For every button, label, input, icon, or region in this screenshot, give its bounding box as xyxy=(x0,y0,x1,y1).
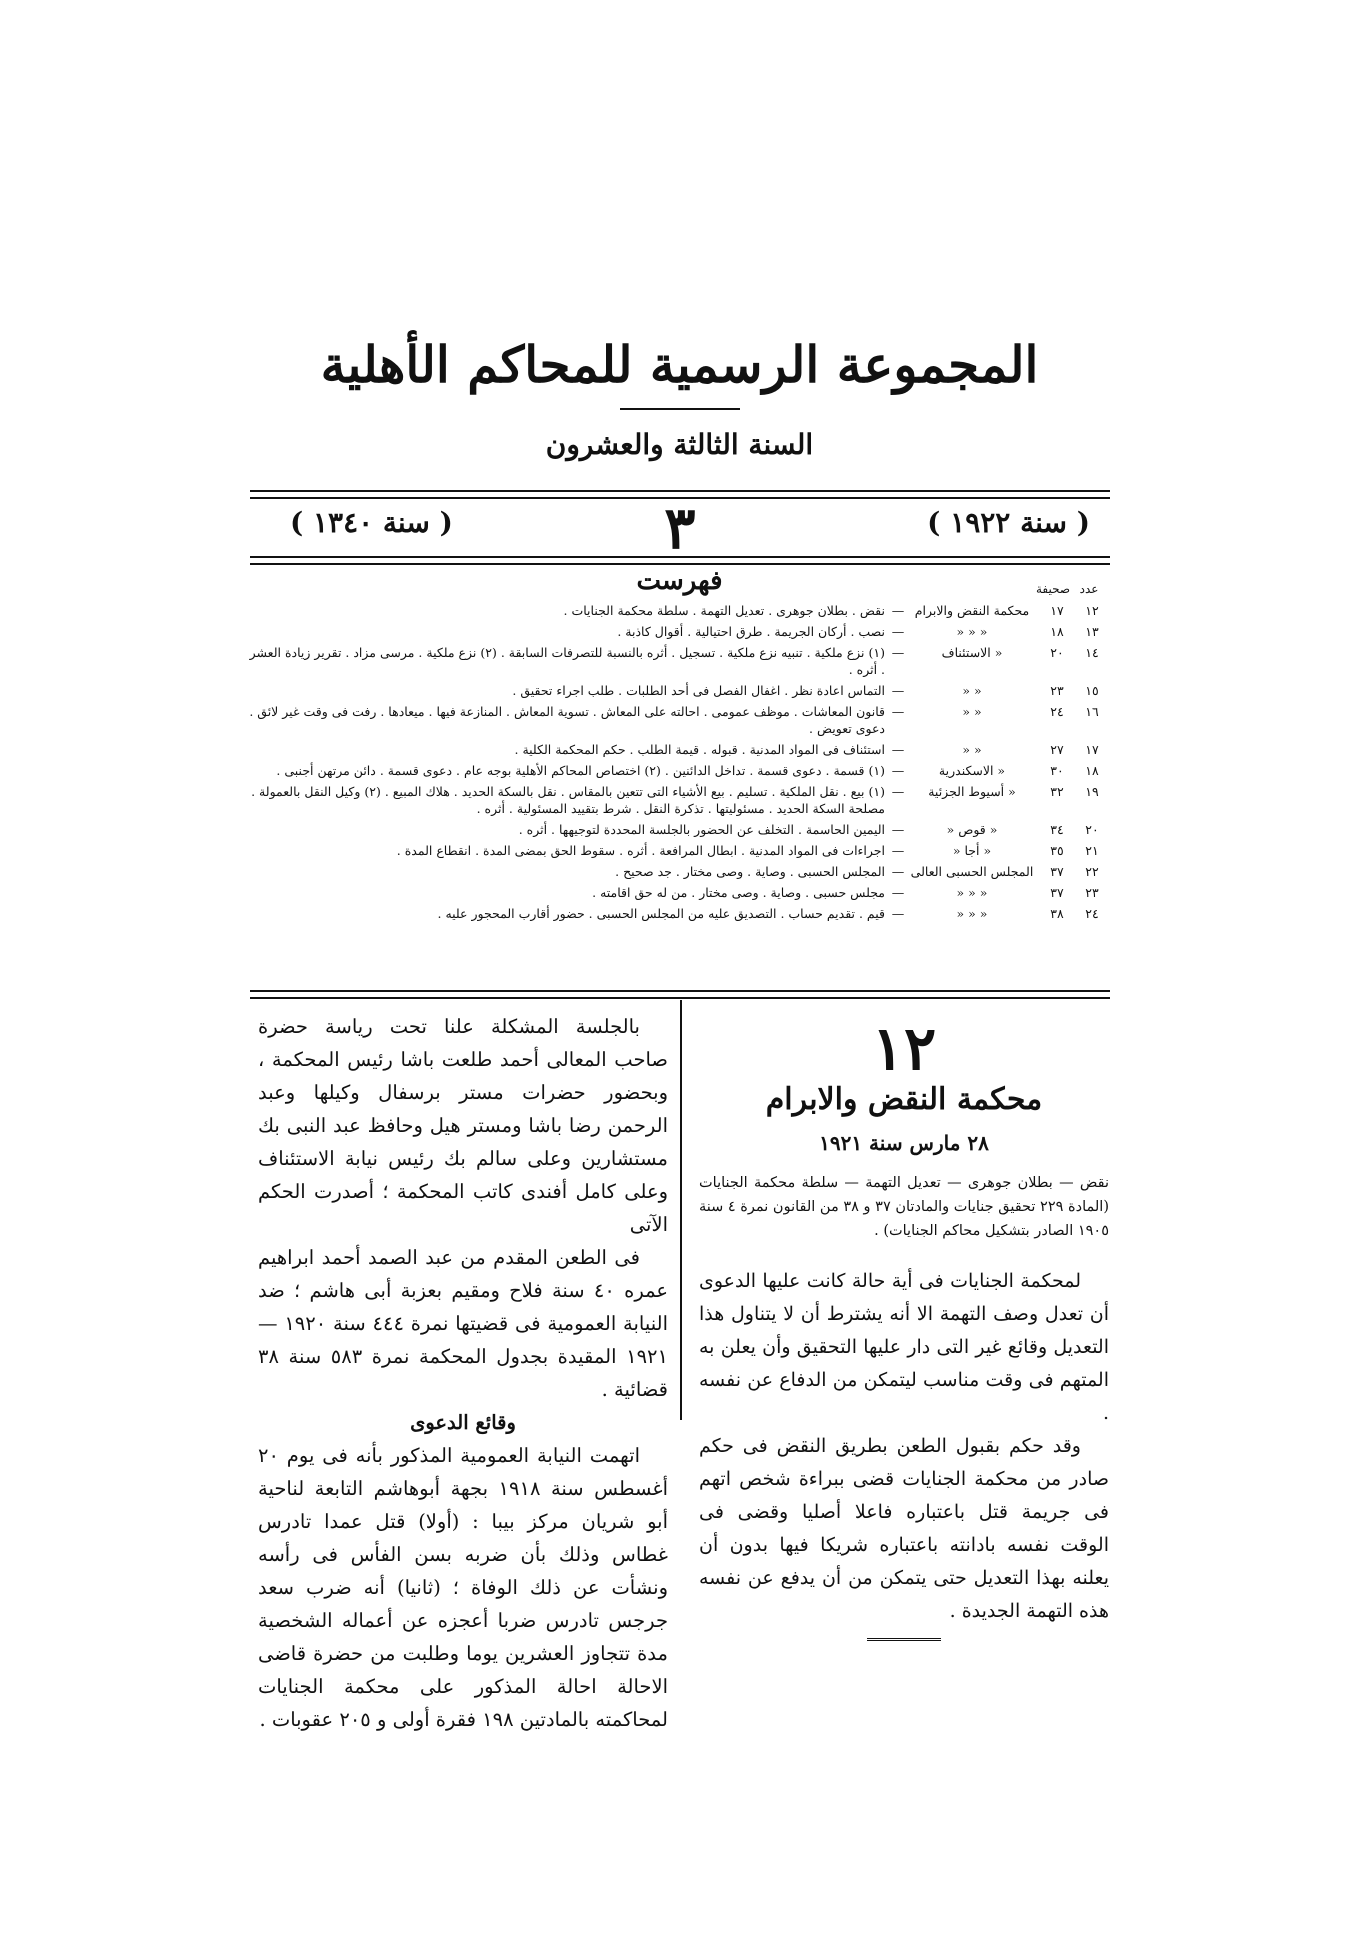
index-entry-number: ٢٢ xyxy=(1085,864,1099,879)
index-entry-dash: — xyxy=(891,624,905,639)
case-date: ٢٨ مارس سنة ١٩٢١ xyxy=(819,1131,989,1155)
index-entry-page: ٣٨ xyxy=(1050,906,1064,921)
index-entry-summary: قانون المعاشات . موظف عمومى . احالته على المعاش . تسوية المعاش . المنازعة فيها . ميعادها . رفت فى وقت غير لائق . دعوى تعويض . xyxy=(249,704,885,736)
index-row xyxy=(247,600,1107,621)
index-entry-page: ٣٧ xyxy=(1050,885,1064,900)
index-entry-court: « أسيوط الجزئية xyxy=(928,784,1016,799)
index-entry-number: ٢٣ xyxy=(1085,885,1099,900)
year-gregorian: ( سنة ١٩٢٢ ) xyxy=(927,506,1090,539)
index-entry-dash: — xyxy=(891,906,905,921)
index-row xyxy=(247,840,1107,861)
case-principles xyxy=(699,1265,1109,1628)
index-row xyxy=(247,642,1107,680)
index-entry-court: « « xyxy=(962,742,982,757)
index-entry-number: ٢٤ xyxy=(1085,906,1099,921)
index-row xyxy=(247,739,1107,760)
index-row xyxy=(247,680,1107,701)
index-entry-dash: — xyxy=(891,645,905,660)
index-entry-page: ٢٤ xyxy=(1050,704,1064,719)
index-row xyxy=(247,760,1107,781)
index-entry-page: ٣٥ xyxy=(1050,843,1064,858)
index-entry-court: « الاسكندرية xyxy=(938,763,1006,778)
index-header xyxy=(1027,582,1107,596)
facts-heading: وقائع الدعوى xyxy=(410,1411,516,1434)
index-entry-dash: — xyxy=(891,864,905,879)
index-entry-page: ٣٧ xyxy=(1050,864,1064,879)
index-col-page: صحيفة xyxy=(1035,582,1071,596)
index-row xyxy=(247,701,1107,739)
session-column xyxy=(258,1010,668,1736)
index-col-number: عدد xyxy=(1079,582,1099,596)
index-entry-number: ١٦ xyxy=(1085,704,1099,719)
index-entry-summary: (١) نزع ملكية . تنبيه نزع ملكية . تسجيل . أثره بالنسبة للتصرفات السابقة . (٢) نزع ملكية . مرسى مزاد . تقرير زيادة العشر . أثره . xyxy=(249,645,885,677)
index-rule-bottom xyxy=(250,990,1110,999)
index-entry-number: ١٨ xyxy=(1085,763,1099,778)
case-column xyxy=(699,1010,1109,1641)
index-entry-summary: نقض . بطلان جوهرى . تعديل التهمة . سلطة محكمة الجنايات . xyxy=(563,603,885,618)
journal-year-volume: السنة الثالثة والعشرون xyxy=(545,428,814,461)
year-hijri: ( سنة ١٣٤٠ ) xyxy=(290,506,453,539)
appeal-paragraph: فى الطعن المقدم من عبد الصمد أحمد ابراهيم عمره ٤٠ سنة فلاح ومقيم بعزبة أبى هاشم ؛ ضد النيابة العمومية فى قضيتها نمرة ٤٤٤ سنة ١٩٢٠ — ١٩٢١ المقيدة بجدول المحكمة نمرة ٥٨٣ سنة ٣٨ قضائية . xyxy=(258,1246,668,1401)
index-row xyxy=(247,621,1107,642)
index-entry-court: « أجا « xyxy=(952,843,992,858)
index-entry-number: ١٥ xyxy=(1085,683,1099,698)
index-entry-number: ٢٠ xyxy=(1085,822,1099,837)
index-entry-court: « « xyxy=(962,683,982,698)
index-entry-page: ٢٣ xyxy=(1050,683,1064,698)
index-entry-court: محكمة النقض والابرام xyxy=(914,603,1030,618)
index-entry-number: ١٣ xyxy=(1085,624,1099,639)
index-title: فهرست xyxy=(636,566,723,596)
index-entry-dash: — xyxy=(891,822,905,837)
index-entry-summary: اجراءات فى المواد المدنية . ابطال المرافعة . أثره . سقوط الحق بمضى المدة . انقطاع المدة . xyxy=(396,843,885,858)
index-entry-summary: قيم . تقديم حساب . التصديق عليه من المجلس الحسبى . حضور أقارب المحجور عليه . xyxy=(437,906,885,921)
index-entry-court: « « « xyxy=(956,624,988,639)
index-entry-number: ١٤ xyxy=(1085,645,1099,660)
masthead-rule-bottom xyxy=(250,556,1110,565)
index-entry-dash: — xyxy=(891,683,905,698)
index-table xyxy=(247,600,1107,924)
principle-paragraph: لمحكمة الجنايات فى أية حالة كانت عليها الدعوى أن تعدل وصف التهمة الا أنه يشترط أن لا يتناول هذا التعديل وقائع غير التى دار عليها التحقيق وأن يعلن به المتهم فى وقت مناسب ليتمكن من الدفاع عن نفسه . xyxy=(699,1270,1109,1424)
index-entry-page: ١٨ xyxy=(1050,624,1064,639)
index-row xyxy=(247,882,1107,903)
case-summary: نقض — بطلان جوهرى — تعديل التهمة — سلطة محكمة الجنايات (المادة ٢٢٩ تحقيق جنايات والمادتان ٣٧ و ٣٨ من القانون نمرة ٤ سنة ١٩٠٥ الصادر بتشكيل محاكم الجنايات) . xyxy=(698,1175,1109,1239)
index-entry-number: ١٧ xyxy=(1085,742,1099,757)
index-entry-number: ١٢ xyxy=(1085,603,1099,618)
issue-row xyxy=(250,494,1110,562)
index-entry-court: المجلس الحسبى العالى xyxy=(910,864,1034,879)
index-entry-summary: نصب . أركان الجريمة . طرق احتيالية . أقوال كاذبة . xyxy=(617,624,885,639)
index-entry-page: ١٧ xyxy=(1050,603,1064,618)
index-entry-summary: مجلس حسبى . وصاية . وصى مختار . من له حق اقامته . xyxy=(592,885,885,900)
index-entry-dash: — xyxy=(891,885,905,900)
index-entry-page: ٣٤ xyxy=(1050,822,1064,837)
index-entry-page: ٣٢ xyxy=(1050,784,1064,799)
principle-paragraph: وقد حكم بقبول الطعن بطريق النقض فى حكم صادر من محكمة الجنايات قضى ببراءة شخص اتهم فى جريمة قتل باعتباره فاعلا أصليا وقضى فى الوقت نفسه بادانته باعتباره شريكا فيها بدون أن يعلنه بهذا التعديل حتى يتمكن من أن يدفع عن نفسه هذه التهمة الجديدة . xyxy=(699,1435,1109,1622)
case-court: محكمة النقض والابرام xyxy=(765,1082,1043,1117)
session-preamble: بالجلسة المشكلة علنا تحت رياسة حضرة صاحب المعالى أحمد طلعت باشا رئيس المحكمة ، وبحضور حضرات مستر برسفال وكيلها وعبد الرحمن رضا باشا ومستر هيل وحافظ عبد النبى بك مستشارين وعلى سالم بك رئيس نيابة الاستئناف وعلى كامل أفندى كاتب المحكمة ؛ أصدرت الحكم الآتى xyxy=(258,1015,668,1236)
case-number: ١٢ xyxy=(871,1014,937,1084)
index-row xyxy=(247,781,1107,819)
index-row xyxy=(247,861,1107,882)
index-entry-dash: — xyxy=(891,742,905,757)
index-entry-dash: — xyxy=(891,784,905,799)
index-entry-number: ٢١ xyxy=(1085,843,1099,858)
index-entry-summary: اليمين الحاسمة . التخلف عن الحضور بالجلسة المحددة لتوجيهها . أثره . xyxy=(518,822,885,837)
index-entry-court: « الاستئناف xyxy=(941,645,1003,660)
index-entry-court: « « « xyxy=(956,885,988,900)
index-entry-court: « « « xyxy=(956,906,988,921)
index-entry-summary: (١) قسمة . دعوى قسمة . تداخل الدائنين . (٢) اختصاص المحاكم الأهلية بوجه عام . دعوى قسمة . دائن مرتهن أجنبى . xyxy=(276,763,885,778)
journal-title: المجموعة الرسمية للمحاكم الأهلية xyxy=(320,335,1039,394)
index-entry-dash: — xyxy=(891,603,905,618)
index-entry-dash: — xyxy=(891,704,905,719)
index-entry-summary: (١) بيع . نقل الملكية . تسليم . بيع الأشياء التى تتعين بالمقاس . نقل بالسكة الحديد . هلاك المبيع . (٢) وكيل النقل بالعمولة . مصلحة السكة الحديد . مسئوليتها . تذكرة النقل . شرط بتقييد المسئولية . أثره . xyxy=(251,784,885,816)
index-entry-dash: — xyxy=(891,843,905,858)
index-row xyxy=(247,819,1107,840)
index-entry-number: ١٩ xyxy=(1085,784,1099,799)
index-entry-dash: — xyxy=(891,763,905,778)
index-entry-court: « « xyxy=(962,704,982,719)
index-entry-summary: المجلس الحسبى . وصاية . وصى مختار . جد صحيح . xyxy=(615,864,885,879)
index-entry-page: ٢٧ xyxy=(1050,742,1064,757)
index-entry-page: ٣٠ xyxy=(1050,763,1064,778)
issue-number: ٣ xyxy=(664,494,696,562)
index-entry-summary: التماس اعادة نظر . اغفال الفصل فى أحد الطلبات . طلب اجراء تحقيق . xyxy=(512,683,885,698)
column-divider xyxy=(680,1000,682,1420)
title-underline xyxy=(620,408,740,410)
facts-paragraph: اتهمت النيابة العمومية المذكور بأنه فى يوم ٢٠ أغسطس سنة ١٩١٨ بجهة أبوهاشم التابعة لناحية أبو شريان مركز بيبا : (أولا) قتل عمدا تادرس غطاس وذلك بأن ضربه بسن الفأس فى رأسه ونشأت عن ذلك الوفاة ؛ (ثانيا) أنه ضرب سعد جرجس تادرس ضربا أعجزه عن أعماله الشخصية مدة تتجاوز العشرين يوما وطلبت من حضرة قاضى الاحالة احالة المذكور على محكمة الجنايات لمحاكمته بالمادتين ١٩٨ فقرة أولى و ٢٠٥ عقوبات . xyxy=(258,1444,668,1731)
index-entry-court: « قوص « xyxy=(946,822,998,837)
index-entry-summary: استئناف فى المواد المدنية . قبوله . قيمة الطلب . حكم المحكمة الكلية . xyxy=(514,742,885,757)
index-entry-page: ٢٠ xyxy=(1050,645,1064,660)
section-end-rule xyxy=(867,1638,941,1641)
index-row xyxy=(247,903,1107,924)
